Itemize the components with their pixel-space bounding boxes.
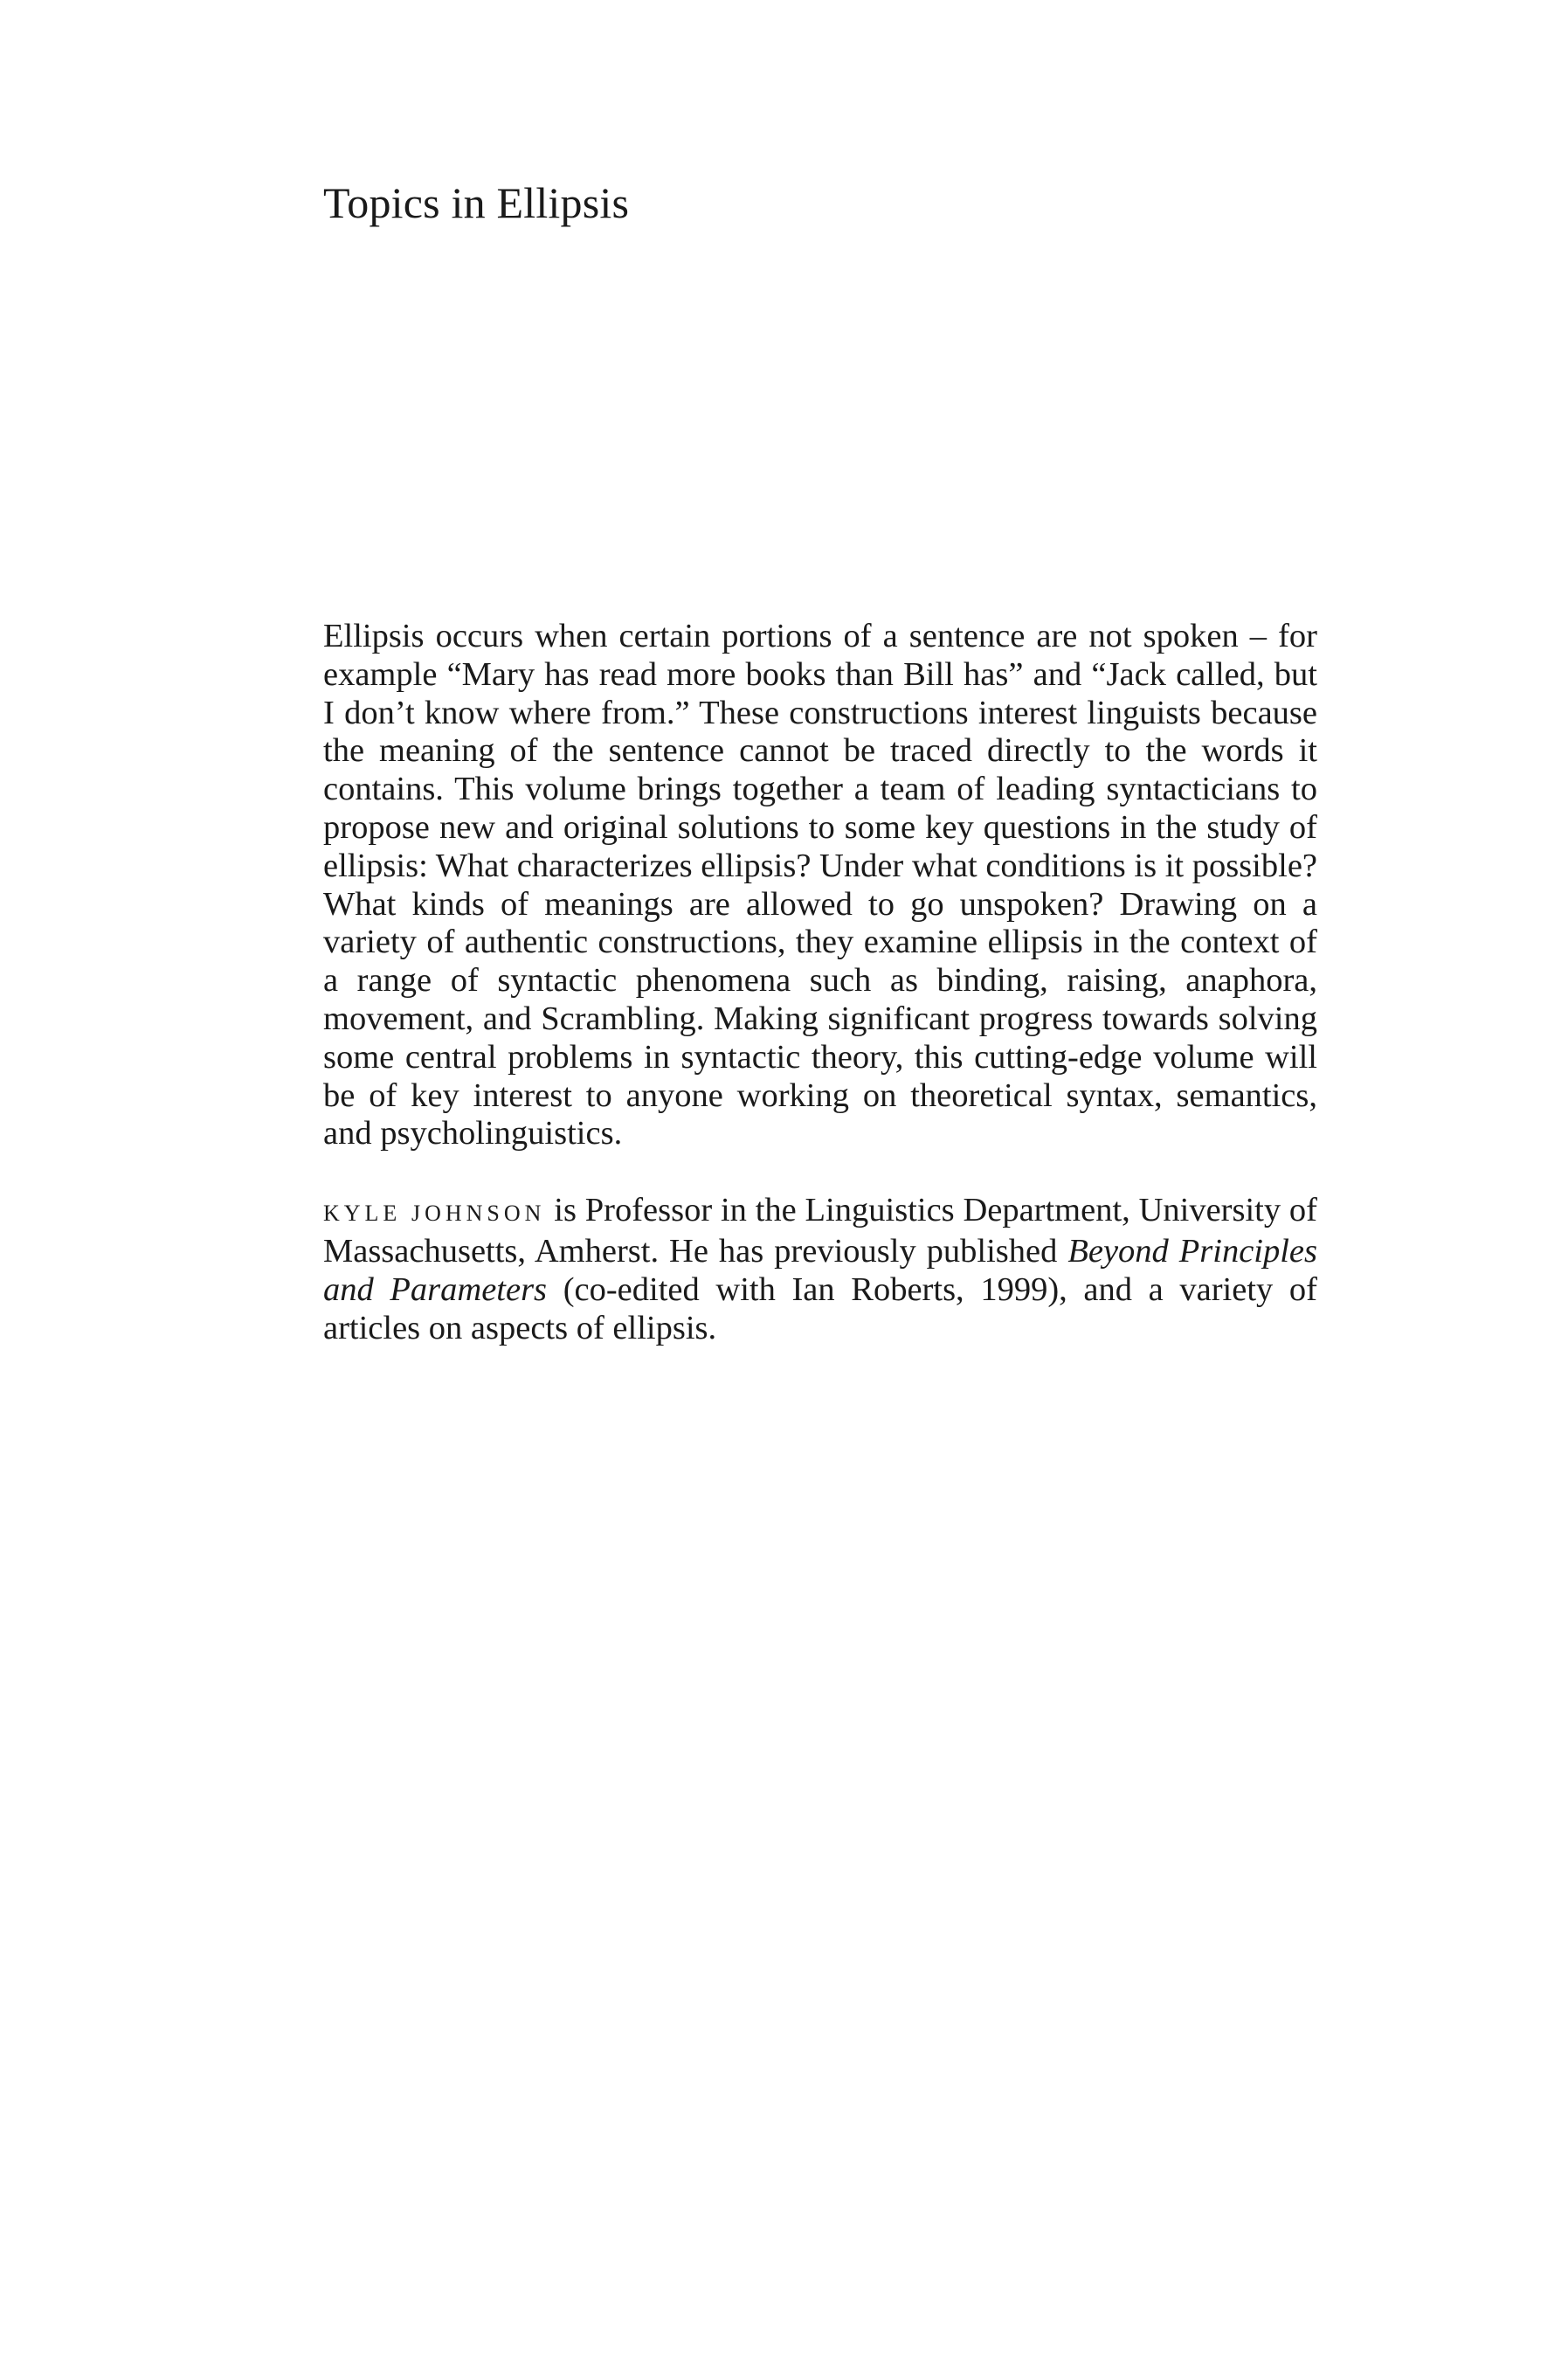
author-bio-text-2: (co-edited with Ian Roberts, 1999), and a variety of articles on aspects of ellipsis.	[323, 1270, 1317, 1346]
book-description: Ellipsis occurs when certain portions of a sentence are not spoken – for example “Mary has read more books than Bill has” and “Jack called, but I don’t know where from.” These constructions interest linguists because the meaning of the sentence cannot be traced directly to the words it contains. This volume brings together a team of leading syntacticians to propose new and original solutions to some key questions in the study of ellipsis: What characterizes ellipsis? Under what conditions is it possible? What kinds of meanings are allowed to go unspoken? Drawing on a variety of authentic constructions, they examine ellipsis in the context of a range of syntactic phenomena such as binding, raising, anaphora, movement, and Scrambling. Making significant progress towards solving some central problems in syntactic theory, this cutting-edge volume will be of key interest to anyone working on theoretical syntax, semantics, and psycholinguistics.	[323, 618, 1317, 1152]
author-bio	[323, 1192, 1317, 1347]
author-name: KYLE JOHNSON	[323, 1201, 546, 1227]
blurb-block	[323, 618, 1317, 1347]
book-title: Topics in Ellipsis	[323, 178, 630, 227]
author-bio-text-1: is Professor in the Linguistics Department, University of Massachusetts, Amherst. He has previously published	[323, 1192, 1317, 1270]
previous-book-title: Beyond Principles and Parameters	[323, 1232, 1317, 1308]
